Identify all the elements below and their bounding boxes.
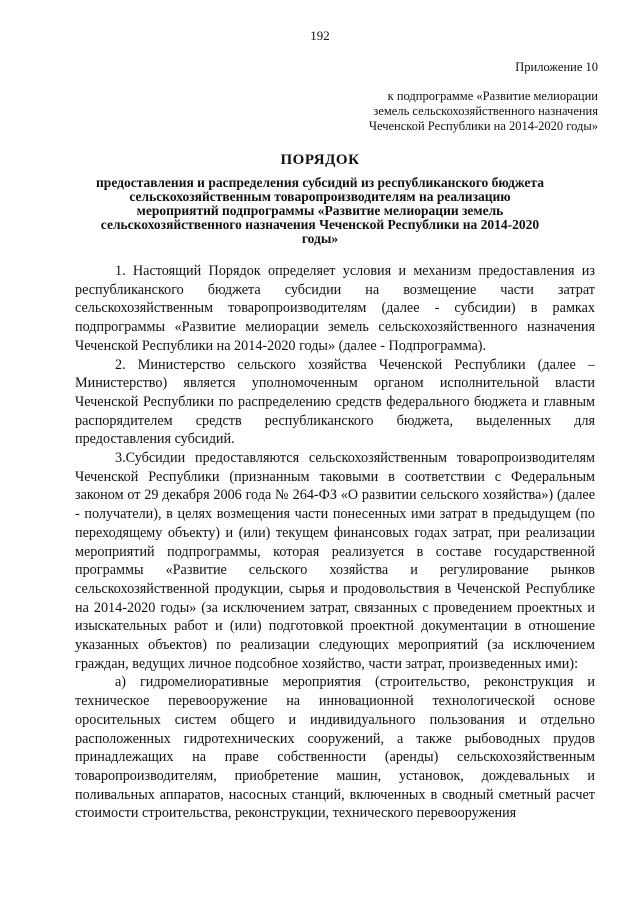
appendix-title: Приложение 10 [515, 60, 598, 74]
document-subtitle: предоставления и распределения субсидий из республиканского бюджета сельскохозяйственным товаропроизводителям на реализацию мероприятий подпрограммы «Развитие мелиорации земель сельскохозяйственного назначения Чеченской Республики на 2014-2020 годы» [96, 175, 544, 246]
document-body [75, 262, 595, 823]
appendix-block [268, 60, 598, 134]
paragraph: 3.Субсидии предоставляются сельскохозяйственным товаропроизводителям Чеченской Республики (признанным таковыми в соответствии с Федеральным законом от 29 декабря 2006 года № 264-ФЗ «О развитии сельского хозяйства») (далее - получатели), в целях возмещения части понесенных ими затрат в предыдущем (по переходящему объекту) и (или) текущем финансовых годах затрат, при реализации мероприятий подпрограммы, которая реализуется в составе государственной программы «Развитие сельского хозяйства и регулирование рынков сельскохозяйственной продукции, сырья и продовольствия в Чеченской Республике на 2014-2020 годы» (за исключением затрат, связанных с проведением проектных и изыскательных работ и (или) подготовкой проектной документации в отношение указанных объектов) по реализации следующих мероприятий (за исключением граждан, ведущих личное подсобное хозяйство, части затрат, произведенных ими): [75, 450, 595, 672]
paragraph: 2. Министерство сельского хозяйства Чеченской Республики (далее – Министерство) является уполномоченным органом исполнительной власти Чеченской Республики по распределению средств федерального бюджета и главным распорядителем средств республиканского бюджета, выделенных для предоставления субсидий. [75, 356, 595, 448]
document-title: ПОРЯДОК [280, 152, 360, 168]
paragraph: а) гидромелиоративные мероприятия (строительство, реконструкция и техническое перевооружение на инновационной технологической основе оросительных систем общего и индивидуального пользования и отдельно расположенных гидротехнических сооружений, а также рыбоводных прудов принадлежащих на праве собственности (аренды) сельскохозяйственным товаропроизводителям, приобретение машин, установок, дождевальных и поливальных аппаратов, насосных станций, включенных в сводный сметный расчет стоимости строительства, реконструкции, технического перевооружения [75, 674, 595, 822]
paragraph: 1. Настоящий Порядок определяет условия и механизм предоставления из республиканского бюджета субсидии на возмещение части затрат сельскохозяйственным товаропроизводителям (далее - субсидии) в рамках подпрограммы «Развитие мелиорации земель сельскохозяйственного назначения Чеченской Республики на 2014-2020 годы» (далее - Подпрограмма). [75, 263, 595, 354]
appendix-line: Чеченской Республики на 2014-2020 годы» [368, 119, 598, 133]
appendix-line: к подпрограмме «Развитие мелиорации [387, 89, 598, 103]
page-number: 192 [310, 28, 330, 43]
appendix-line: земель сельскохозяйственного назначения [373, 104, 598, 118]
